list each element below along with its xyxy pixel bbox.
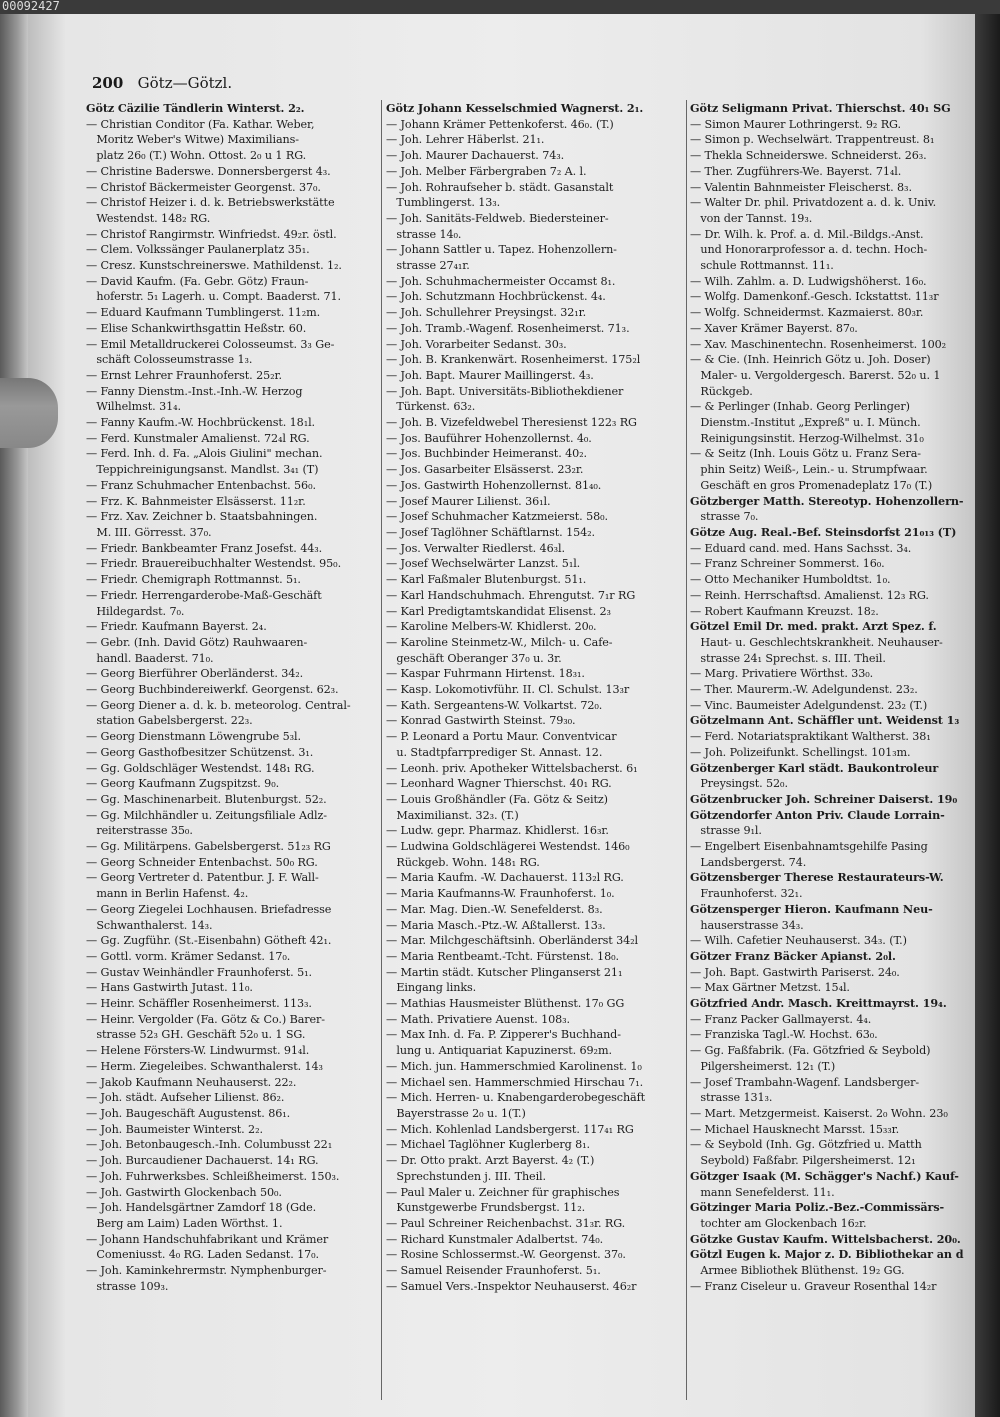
directory-entry: — Paul Schreiner Reichenbachst. 31₃r. RG. <box>386 1216 626 1230</box>
directory-entry: — Clem. Volkssänger Paulanerplatz 35₁. <box>86 243 310 257</box>
directory-entry: — Joh. Schullehrer Preysingst. 32₁r. <box>386 306 587 320</box>
directory-entry: — Valentin Bahnmeister Fleischerst. 8₃. <box>690 180 912 194</box>
directory-entry: — Engelbert Eisenbahnamtsgehilfe Pasing <box>690 840 928 854</box>
directory-entry: strasse 109₃. <box>86 1279 169 1293</box>
directory-entry: — Eduard cand. med. Hans Sachsst. 3₄. <box>690 541 912 555</box>
directory-entry: Armee Bibliothek Blüthenst. 19₂ GG. <box>690 1264 905 1278</box>
directory-entry: hauserstrasse 34₃. <box>690 918 804 932</box>
directory-entry: — Joh. B. Vizefeldwebel Theresienst 122₃ RG <box>386 416 637 430</box>
directory-entry: — Maria Rentbeamt.-Tcht. Fürstenst. 18₀. <box>386 949 619 963</box>
directory-entry: — Kasp. Lokomotivführ. II. Cl. Schulst. 13₃r <box>386 683 630 697</box>
directory-entry: phin Seitz) Weiß-, Lein.- u. Strumpfwaar. <box>690 463 928 477</box>
directory-entry: — Joh. Maurer Dachauerst. 74₃. <box>386 149 565 163</box>
directory-entry: — Joh. Betonbaugesch.-Inh. Columbusst 22₁ <box>86 1138 333 1152</box>
directory-entry: — Fanny Dienstm.-Inst.-Inh.-W. Herzog <box>86 384 303 398</box>
directory-entry: — & Perlinger (Inhab. Georg Perlinger) <box>690 400 910 414</box>
directory-entry: schäft Colosseumstrasse 1₃. <box>86 353 253 367</box>
directory-entry: — Xav. Maschinentechn. Rosenheimerst. 100₂ <box>690 337 947 351</box>
directory-entry: — Josef Schuhmacher Katzmeierst. 58₀. <box>386 510 608 524</box>
directory-entry: — Marg. Privatiere Wörthst. 33₀. <box>690 667 874 681</box>
directory-entry: Comeniusst. 4₀ RG. Laden Sedanst. 17₀. <box>86 1248 319 1262</box>
directory-entry: — Franz Ciseleur u. Graveur Rosenthal 14₂r <box>690 1279 937 1293</box>
directory-entry: — Friedr. Herrengarderobe-Maß-Geschäft <box>86 588 322 602</box>
directory-entry: — Franziska Tagl.-W. Hochst. 63₀. <box>690 1028 878 1042</box>
directory-entry: — Ernst Lehrer Fraunhoferst. 25₂r. <box>86 368 282 382</box>
directory-entry: — Joh. Fuhrwerksbes. Schleißheimerst. 150₃. <box>86 1169 340 1183</box>
directory-entry: Reinigungsinstit. Herzog-Wilhelmst. 31₀ <box>690 431 924 445</box>
directory-entry: — Johann Krämer Pettenkoferst. 46₀. (T.) <box>386 117 614 131</box>
directory-entry: Götzke Gustav Kaufm. Wittelsbacherst. 20₀. <box>690 1231 961 1246</box>
directory-entry: — Johann Handschuhfabrikant und Krämer <box>86 1232 329 1246</box>
directory-entry: — Mathias Hausmeister Blüthenst. 17₀ GG <box>386 997 625 1011</box>
directory-entry: Fraunhoferst. 32₁. <box>690 887 803 901</box>
directory-entry: lung u. Antiquariat Kapuzinerst. 69₂m. <box>386 1044 612 1058</box>
directory-entry: — Samuel Vers.-Inspektor Neuhauserst. 46₂r <box>386 1279 637 1293</box>
directory-entry: — Xaver Krämer Bayerst. 87₀. <box>690 321 858 335</box>
directory-entry: — Karl Predigtamtskandidat Elisenst. 2₃ <box>386 604 611 618</box>
directory-entry: Moritz Weber's Witwe) Maximilians- <box>86 133 299 147</box>
directory-entry: — Joh. Bapt. Maurer Maillingerst. 4₃. <box>386 368 594 382</box>
directory-entry: — Jos. Bauführer Hohenzollernst. 4₀. <box>386 431 592 445</box>
book-spine-shadow <box>0 14 30 1417</box>
directory-entry: — Richard Kunstmaler Adalbertst. 74₀. <box>386 1232 604 1246</box>
directory-entry: platz 26₀ (T.) Wohn. Ottost. 2₀ u 1 RG. <box>86 149 307 163</box>
directory-entry: — Gg. Maschinenarbeit. Blutenburgst. 52₂. <box>86 792 327 806</box>
directory-entry: — Mart. Metzgermeist. Kaiserst. 2₀ Wohn. 23₀ <box>690 1107 948 1120</box>
directory-entry: Götze Aug. Real.-Bef. Steinsdorfst 21₀₁₃ (T) <box>690 524 957 539</box>
directory-entry: — Michael Hausknecht Marsst. 15₃₃r. <box>690 1122 900 1136</box>
directory-entry: — Christian Conditor (Fa. Kathar. Weber, <box>86 117 315 131</box>
directory-entry: — Karoline Steinmetz-W., Milch- u. Cafe- <box>386 635 613 649</box>
directory-entry: — Heinr. Schäffler Rosenheimerst. 113₃. <box>86 997 312 1011</box>
directory-entry: — Wolfg. Schneidermst. Kazmaierst. 80₃r. <box>690 306 924 320</box>
directory-entry: — Joh. Bapt. Gastwirth Pariserst. 24₀. <box>690 965 900 979</box>
directory-entry: mann Senefelderst. 11₁. <box>690 1185 835 1199</box>
directory-entry: Türkenst. 63₂. <box>386 400 476 414</box>
directory-entry: Haut- u. Geschlechtskrankheit. Neuhauser- <box>690 635 943 649</box>
directory-entry: — Reinh. Herrschaftsd. Amalienst. 12₃ RG. <box>690 588 929 602</box>
directory-entry: — Ludwina Goldschlägerei Westendst. 146₀ <box>386 840 630 854</box>
directory-entry: Hildegardst. 7₀. <box>86 604 185 618</box>
directory-entry: — Walter Dr. phil. Privatdozent a. d. k. Univ. <box>690 196 937 210</box>
directory-entry: — Joh. Schuhmachermeister Occamst 8₁. <box>386 274 616 288</box>
directory-entry: — Emil Metalldruckerei Colosseumst. 3₃ Ge- <box>86 337 335 351</box>
directory-entry: Bayerstrasse 2₀ u. 1(T.) <box>386 1107 526 1120</box>
directory-column-1 <box>86 101 376 1411</box>
directory-entry: — Gg. Faßfabrik. (Fa. Götzfried & Seybold) <box>690 1044 931 1058</box>
directory-column-2 <box>386 101 684 1411</box>
directory-entry: — Georg Buchbindereiwerkf. Georgenst. 62₃. <box>86 683 339 697</box>
directory-entry: Götz Cäzilie Tändlerin Winterst. 2₂. <box>86 101 305 115</box>
directory-entry: — Joh. Vorarbeiter Sedanst. 30₃. <box>386 337 567 351</box>
directory-entry: — Joh. Tramb.-Wagenf. Rosenheimerst. 71₃. <box>386 321 630 335</box>
directory-entry: Wilhelmst. 31₄. <box>86 400 181 414</box>
directory-entry: — Dr. Wilh. k. Prof. a. d. Mil.-Bildgs.-Anst. <box>690 227 924 241</box>
directory-entry: — Josef Wechselwärter Lanzst. 5₁l. <box>386 557 581 571</box>
directory-entry: station Gabelsbergerst. 22₃. <box>86 714 253 728</box>
directory-entry: — Jakob Kaufmann Neuhauserst. 22₂. <box>86 1075 297 1089</box>
directory-entry: Rückgeb. Wohn. 148₁ RG. <box>386 855 540 869</box>
directory-entry: Götzinger Maria Poliz.-Bez.-Commissärs- <box>690 1200 945 1215</box>
directory-entry: — & Cie. (Inh. Heinrich Götz u. Joh. Doser) <box>690 353 931 367</box>
directory-entry: — Joh. Polizeifunkt. Schellingst. 101₃m. <box>690 745 911 759</box>
directory-entry: — Max Inh. d. Fa. P. Zipperer's Buchhand- <box>386 1028 621 1042</box>
directory-entry: — Maria Kaufmanns-W. Fraunhoferst. 1₀. <box>386 887 615 901</box>
directory-entry: M. III. Görresst. 37₀. <box>86 525 212 539</box>
directory-entry: — Helene Försters-W. Lindwurmst. 91₄l. <box>86 1044 310 1058</box>
directory-entry: strasse 7₀. <box>690 510 759 524</box>
directory-entry: — Ferd. Notariatspraktikant Waltherst. 38₁ <box>690 730 931 744</box>
directory-entry: — Franz Schuhmacher Entenbachst. 56₀. <box>86 478 316 492</box>
directory-entry: — Joh. Kaminkehrermstr. Nymphenburger- <box>86 1264 327 1278</box>
directory-entry: — & Seybold (Inh. Gg. Götzfried u. Matth <box>690 1138 922 1152</box>
directory-entry: Teppichreinigungsanst. Mandlst. 3₄₁ (T) <box>86 463 319 477</box>
directory-entry: strasse 131₃. <box>690 1091 773 1105</box>
directory-entry: — Fanny Kaufm.-W. Hochbrückenst. 18₁l. <box>86 416 316 430</box>
directory-entry: reiterstrasse 35₀. <box>86 824 193 838</box>
directory-entry: — Gg. Zugführ. (St.-Eisenbahn) Götheft 42₁. <box>86 934 332 948</box>
directory-entry: Berg am Laim) Laden Wörthst. 1. <box>86 1216 283 1230</box>
directory-entry: — Josef Trambahn-Wagenf. Landsberger- <box>690 1075 920 1089</box>
page-header <box>92 74 232 92</box>
directory-entry: Götzenbrucker Joh. Schreiner Daiserst. 19₀ <box>690 791 958 806</box>
directory-entry: Kunstgewerbe Frundsbergst. 11₂. <box>386 1201 586 1215</box>
directory-entry: — Kath. Sergeantens-W. Volkartst. 72₀. <box>386 698 603 712</box>
directory-entry: — Maria Kaufm. -W. Dachauerst. 113₂l RG. <box>386 871 624 885</box>
directory-entry: strasse 27₄₁r. <box>386 259 470 273</box>
directory-entry: und Honorarprofessor a. d. techn. Hoch- <box>690 243 928 257</box>
directory-entry: — Kaspar Fuhrmann Hirtenst. 18₃₁. <box>386 667 585 681</box>
directory-entry: Seybold) Faßfabr. Pilgersheimerst. 12₁ <box>690 1154 916 1168</box>
directory-entry: — Georg Bierführer Oberländerst. 34₂. <box>86 667 304 681</box>
directory-entry: mann in Berlin Hafenst. 4₂. <box>86 887 249 901</box>
directory-entry: — Ludw. gepr. Pharmaz. Khidlerst. 16₃r. <box>386 824 609 838</box>
directory-entry: u. Stadtpfarrprediger St. Annast. 12. <box>386 745 603 759</box>
directory-entry: — Franz Packer Gallmayerst. 4₄. <box>690 1012 872 1026</box>
directory-entry: — Wilh. Cafetier Neuhauserst. 34₃. (T.) <box>690 934 907 948</box>
directory-entry: — Rosine Schlossermst.-W. Georgenst. 37₀. <box>386 1248 626 1262</box>
directory-entry: — Christof Bäckermeister Georgenst. 37₀. <box>86 180 321 194</box>
directory-entry: Götzfried Andr. Masch. Kreittmayrst. 19₄. <box>690 996 947 1011</box>
directory-entry: — Joh. Sanitäts-Feldweb. Biedersteiner- <box>386 211 609 225</box>
directory-entry: — Gottl. vorm. Krämer Sedanst. 17₀. <box>86 949 291 963</box>
directory-entry: — Michael Taglöhner Kuglerberg 8₁. <box>386 1138 590 1152</box>
column-rule <box>381 100 382 1400</box>
directory-entry: strasse 52₃ GH. Geschäft 52₀ u. 1 SG. <box>86 1028 306 1042</box>
directory-entry: Götzensberger Therese Restaurateurs-W. <box>690 870 944 885</box>
directory-entry: — Paul Maler u. Zeichner für graphisches <box>386 1185 620 1199</box>
directory-entry: von der Tannst. 19₃. <box>690 211 813 225</box>
directory-entry: strasse 9₁l. <box>690 824 762 838</box>
directory-entry: — Josef Maurer Lilienst. 36₁l. <box>386 494 551 508</box>
directory-entry: — Mich. Kohlenlad Landsbergerst. 117₄₁ RG <box>386 1122 634 1136</box>
directory-entry: — Mar. Milchgeschäftsinh. Oberländerst 34₂l <box>386 934 639 948</box>
directory-entry: — Simon p. Wechselwärt. Trappentreust. 8₁ <box>690 133 935 147</box>
directory-entry: — Georg Vertreter d. Patentbur. J. F. Wall- <box>86 871 319 885</box>
directory-entry: — Karoline Melbers-W. Khidlerst. 20₀. <box>386 620 597 634</box>
directory-entry: — Ferd. Inh. d. Fa. „Alois Giulini" mechan. <box>86 447 323 461</box>
directory-entry: — Joh. Bapt. Universitäts-Bibliothekdiener <box>386 384 624 398</box>
directory-entry: Götz Johann Kesselschmied Wagnerst. 2₁. <box>386 101 644 115</box>
directory-entry: — Konrad Gastwirth Steinst. 79₃₀. <box>386 714 576 728</box>
directory-entry: Götzensperger Hieron. Kaufmann Neu- <box>690 901 933 916</box>
directory-entry: — Gg. Militärpens. Gabelsbergerst. 51₂₃ RG <box>86 840 331 854</box>
directory-entry: Götzger Isaak (M. Schägger's Nachf.) Kauf- <box>690 1168 959 1183</box>
directory-entry: — Gg. Milchhändler u. Zeitungsfiliale Adlz- <box>86 808 327 822</box>
directory-entry: Pilgersheimerst. 12₁ (T.) <box>690 1059 836 1073</box>
column-rule <box>686 100 687 1400</box>
directory-entry: — Jos. Verwalter Riedlerst. 46₃l. <box>386 541 565 555</box>
directory-entry: — Otto Mechaniker Humboldtst. 1₀. <box>690 573 891 587</box>
directory-entry: — Joh. Baugeschäft Augustenst. 86₁. <box>86 1107 291 1120</box>
directory-entry: — Christine Baderswe. Donnersbergerst 4₃. <box>86 164 331 178</box>
directory-entry: — Friedr. Bankbeamter Franz Josefst. 44₃. <box>86 541 323 555</box>
directory-entry: Götzenberger Karl städt. Baukontroleur <box>690 760 939 775</box>
directory-entry: — Joh. städt. Aufseher Lilienst. 86₂. <box>86 1091 285 1105</box>
directory-entry: tochter am Glockenbach 16₂r. <box>690 1216 867 1230</box>
directory-entry: — Ferd. Kunstmaler Amalienst. 72₄l RG. <box>86 431 310 445</box>
directory-entry: — Georg Kaufmann Zugspitzst. 9₀. <box>86 777 280 791</box>
directory-entry: Dienstm.-Institut „Expreß" u. I. Münch. <box>690 416 921 430</box>
directory-entry: — Wolfg. Damenkonf.-Gesch. Ickstattst. 11₃r <box>690 290 939 304</box>
directory-entry: — Joh. Handelsgärtner Zamdorf 18 (Gde. <box>86 1201 317 1215</box>
directory-entry: — Joh. Schutzmann Hochbrückenst. 4₄. <box>386 290 606 304</box>
directory-entry: — Karl Handschuhmach. Ehrengutst. 7₁r RG <box>386 588 636 602</box>
directory-entry: schule Rottmannst. 11₁. <box>690 259 834 273</box>
directory-entry: Götzl Eugen k. Major z. D. Bibliothekar an d <box>690 1247 964 1262</box>
directory-entry: Landsbergerst. 74. <box>690 855 807 869</box>
directory-entry: Maler- u. Vergoldergesch. Barerst. 52₀ u. 1 <box>690 368 941 382</box>
directory-entry: — Simon Maurer Lothringerst. 9₂ RG. <box>690 117 901 131</box>
directory-entry: handl. Baaderst. 71₀. <box>86 651 214 665</box>
directory-entry: — Joh. Lehrer Häberlst. 21₁. <box>386 133 545 147</box>
directory-entry: — Karl Faßmaler Blutenburgst. 51₁. <box>386 573 587 587</box>
scan-id: 00092427 <box>2 0 60 13</box>
directory-entry: — Max Gärtner Metzst. 15₄l. <box>690 981 850 995</box>
directory-entry: — Herm. Ziegeleibes. Schwanthalerst. 14₃ <box>86 1059 323 1073</box>
directory-entry: — Wilh. Zahlm. a. D. Ludwigshöherst. 16₀. <box>690 274 927 288</box>
directory-entry: — Mich. jun. Hammerschmied Karolinenst. 1₀ <box>386 1059 642 1073</box>
directory-entry: — Elise Schankwirthsgattin Heßstr. 60. <box>86 321 307 335</box>
directory-entry: Götz Seligmann Privat. Thierschst. 40₁ SG <box>690 101 951 115</box>
directory-entry: — Eduard Kaufmann Tumblingerst. 11₂m. <box>86 306 321 320</box>
directory-entry: Götzer Franz Bäcker Apianst. 2₀l. <box>690 948 896 963</box>
directory-entry: — Franz Schreiner Sommerst. 16₀. <box>690 557 885 571</box>
directory-entry: — & Seitz (Inh. Louis Götz u. Franz Sera- <box>690 447 921 461</box>
directory-entry: — Math. Privatiere Auenst. 108₃. <box>386 1012 570 1026</box>
directory-entry: Rückgeb. <box>690 384 753 398</box>
directory-entry: — Martin städt. Kutscher Plinganserst 21₁ <box>386 965 623 979</box>
directory-entry: Schwanthalerst. 14₃. <box>86 918 213 932</box>
directory-entry: — Cresz. Kunstschreinerswe. Mathildenst. 1₂. <box>86 259 342 273</box>
directory-entry: Götzel Emil Dr. med. prakt. Arzt Spez. f. <box>690 619 937 634</box>
directory-entry: — Josef Taglöhner Schäftlarnst. 154₂. <box>386 525 595 539</box>
directory-entry: — Joh. Gastwirth Glockenbach 50₀. <box>86 1185 282 1199</box>
directory-entry: — Robert Kaufmann Kreuzst. 18₂. <box>690 604 879 618</box>
directory-column-3 <box>690 101 972 1411</box>
directory-entry: — Thekla Schneiderswe. Schneiderst. 26₃. <box>690 149 927 163</box>
directory-entry: — Mich. Herren- u. Knabengarderobegeschäft <box>386 1091 646 1105</box>
directory-entry: Götzelmann Ant. Schäffler unt. Weidenst 1₃ <box>690 713 960 728</box>
directory-entry: — Mar. Mag. Dien.-W. Senefelderst. 8₃. <box>386 902 603 916</box>
directory-entry: — Gebr. (Inh. David Götz) Rauhwaaren- <box>86 635 308 649</box>
directory-entry: — Georg Gasthofbesitzer Schützenst. 3₁. <box>86 745 314 759</box>
directory-entry: — Joh. Melber Färbergraben 7₂ A. l. <box>386 164 587 178</box>
right-page-edge <box>975 14 1000 1417</box>
directory-entry: Geschäft en gros Promenadeplatz 17₀ (T.) <box>690 478 933 492</box>
directory-entry: — Louis Großhändler (Fa. Götz & Seitz) <box>386 792 608 806</box>
directory-entry: Sprechstunden j. III. Theil. <box>386 1169 546 1183</box>
directory-entry: — Georg Schneider Entenbachst. 50₀ RG. <box>86 855 318 869</box>
directory-entry: strasse 24₁ Sprechst. s. III. Theil. <box>690 651 886 665</box>
directory-entry: strasse 14₀. <box>386 227 462 241</box>
directory-entry: — Leonh. priv. Apotheker Wittelsbacherst. 6₁ <box>386 761 638 775</box>
directory-entry: — Leonhard Wagner Thierschst. 40₁ RG. <box>386 777 612 791</box>
directory-entry: Eingang links. <box>386 981 477 995</box>
directory-entry: — Jos. Buchbinder Heimeranst. 40₂. <box>386 447 587 461</box>
directory-entry: — David Kaufm. (Fa. Gebr. Götz) Fraun- <box>86 274 309 288</box>
directory-entry: — Ther. Zugführers-We. Bayerst. 71₄l. <box>690 164 902 178</box>
directory-entry: — Gustav Weinhändler Fraunhoferst. 5₁. <box>86 965 312 979</box>
directory-entry: — Hans Gastwirth Jutast. 11₀. <box>86 981 253 995</box>
directory-entry: — Samuel Reisender Fraunhoferst. 5₁. <box>386 1264 601 1278</box>
directory-entry: — Joh. Rohraufseher b. städt. Gasanstalt <box>386 180 614 194</box>
directory-entry: — Vinc. Baumeister Adelgundenst. 23₂ (T.) <box>690 698 928 712</box>
directory-entry: Westendst. 148₂ RG. <box>86 211 211 225</box>
directory-entry: — Jos. Gastwirth Hohenzollernst. 81₄₀. <box>386 478 602 492</box>
directory-entry: hoferstr. 5₁ Lagerh. u. Compt. Baaderst. 71. <box>86 290 342 304</box>
directory-entry: — Georg Ziegelei Lochhausen. Briefadresse <box>86 902 332 916</box>
scan-top-bar <box>0 0 1000 14</box>
directory-entry: — Christof Rangirmstr. Winfriedst. 49₂r. östl. <box>86 227 337 241</box>
directory-entry: — Friedr. Chemigraph Rottmannst. 5₁. <box>86 573 301 587</box>
page-number: 200 <box>92 74 124 92</box>
directory-entry: — Michael sen. Hammerschmied Hirschau 7₁. <box>386 1075 644 1089</box>
directory-entry: — Johann Sattler u. Tapez. Hohenzollern- <box>386 243 617 257</box>
directory-entry: — Joh. Baumeister Winterst. 2₂. <box>86 1122 263 1136</box>
directory-entry: — Maria Masch.-Ptz.-W. Aßtallerst. 13₃. <box>386 918 606 932</box>
directory-entry: — Ther. Maurerm.-W. Adelgundenst. 23₂. <box>690 683 918 697</box>
directory-entry: Götzendorfer Anton Priv. Claude Lorrain- <box>690 807 945 822</box>
directory-entry: Götzberger Matth. Stereotyp. Hohenzollern- <box>690 493 964 508</box>
directory-entry: Maximilianst. 32₃. (T.) <box>386 808 519 822</box>
directory-entry: — Georg Dienstmann Löwengrube 5₃l. <box>86 730 301 744</box>
directory-entry: — Dr. Otto prakt. Arzt Bayerst. 4₂ (T.) <box>386 1154 595 1168</box>
directory-entry: — Heinr. Vergolder (Fa. Götz & Co.) Barer- <box>86 1012 325 1026</box>
directory-entry: — Joh. B. Krankenwärt. Rosenheimerst. 175₂l <box>386 353 641 367</box>
directory-entry: — Christof Heizer i. d. k. Betriebswerkstätte <box>86 196 335 210</box>
directory-entry: — Friedr. Brauereibuchhalter Westendst. 95₀. <box>86 557 342 571</box>
directory-entry: — Joh. Burcaudiener Dachauerst. 14₁ RG. <box>86 1154 319 1168</box>
directory-entry: geschäft Oberanger 37₀ u. 3r. <box>386 651 562 665</box>
directory-entry: Tumblingerst. 13₃. <box>386 196 501 210</box>
directory-entry: — Jos. Gasarbeiter Elsässerst. 23₂r. <box>386 463 584 477</box>
book-clip-tab <box>0 378 58 448</box>
page-range: Götz—Götzl. <box>137 74 233 92</box>
directory-entry: — Frz. Xav. Zeichner b. Staatsbahningen. <box>86 510 318 524</box>
directory-entry: — Georg Diener a. d. k. b. meteorolog. Central- <box>86 698 351 712</box>
directory-entry: — P. Leonard a Portu Maur. Conventvicar <box>386 730 617 744</box>
directory-entry: Preysingst. 52₀. <box>690 777 788 791</box>
directory-entry: — Frz. K. Bahnmeister Elsässerst. 11₂r. <box>86 494 306 508</box>
directory-entry: — Friedr. Kaufmann Bayerst. 2₄. <box>86 620 267 634</box>
directory-entry: — Gg. Goldschläger Westendst. 148₁ RG. <box>86 761 315 775</box>
